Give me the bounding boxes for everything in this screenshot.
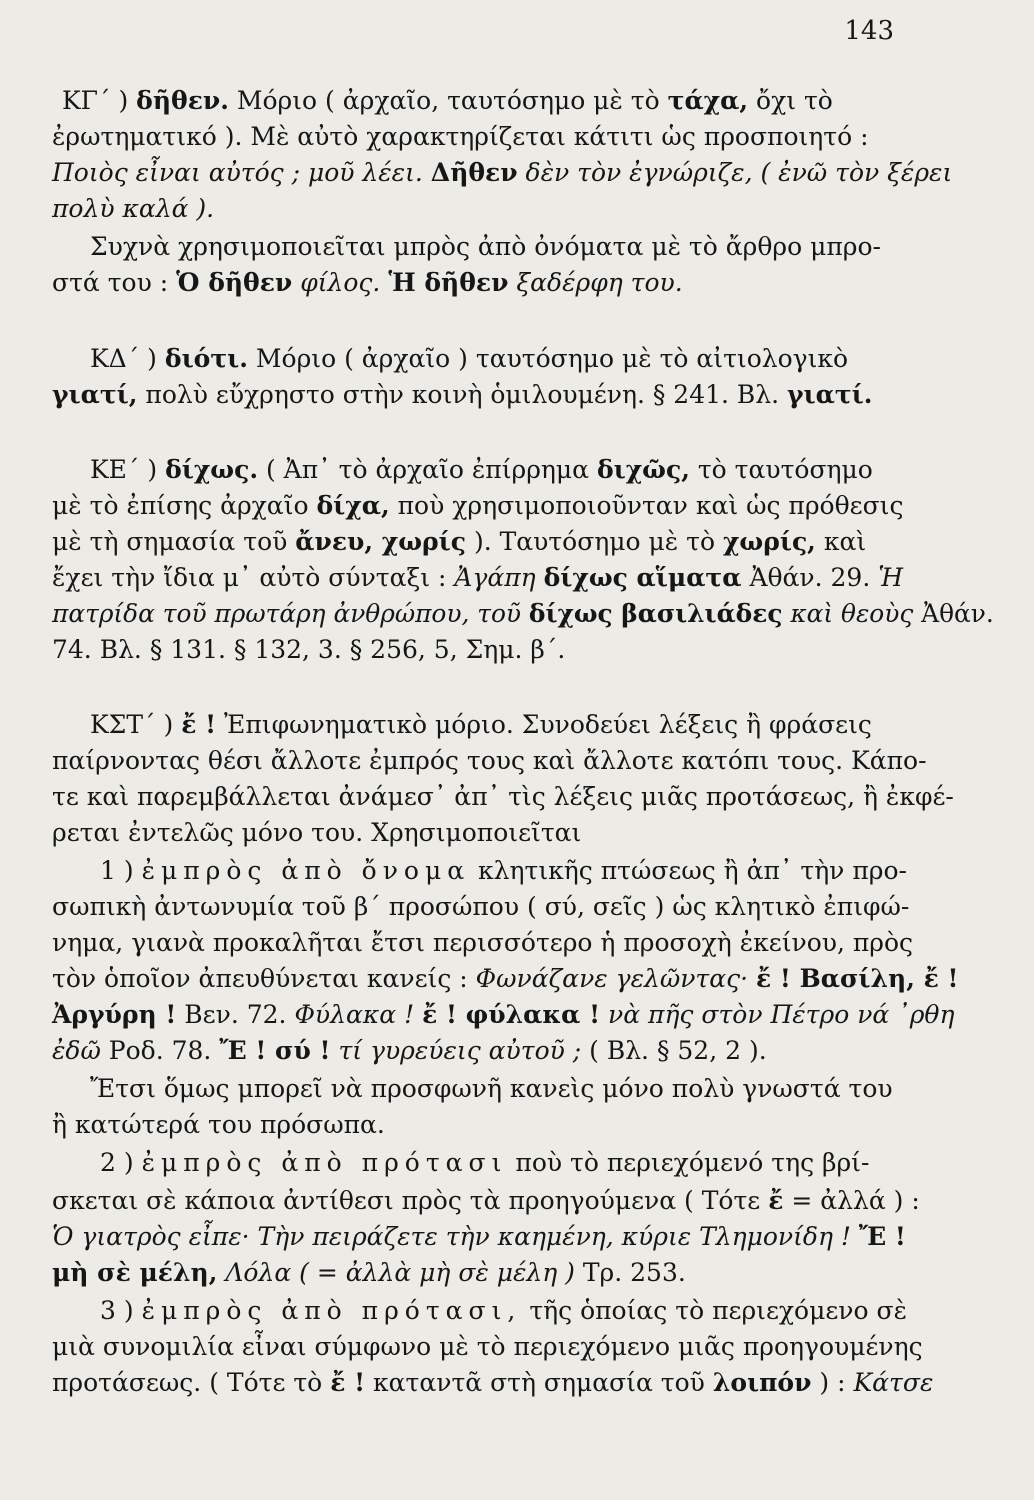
bold-term: λοιπόν (712, 1368, 812, 1397)
bold-term: ἔ (768, 1186, 784, 1215)
text-line (90, 344, 952, 374)
text-run: Μόριο ( ἀρχαῖο ) ταυτόσημο μὲ τὸ αἰτιολογικὸ (247, 344, 849, 373)
text-run: 74. Βλ. § 131. § 132, 3. § 256, 5, Σημ. β΄. (52, 635, 566, 664)
text-run: ἐμπρὸς ἀπὸ ὄνομα (141, 856, 471, 885)
text-run: ΚΕ΄ ) (90, 455, 166, 484)
bold-term: διχῶς, (596, 455, 690, 484)
italic-example: φίλος. (292, 268, 389, 297)
italic-example: νὰ πῆς στὸν Πέτρο νά ᾽ρθη (600, 1000, 955, 1029)
text-run: ). Ταυτόσημο μὲ τὸ (466, 527, 723, 556)
text-run: 1 ) (100, 856, 142, 885)
text-line (52, 563, 914, 593)
text-run: τὸ ταυτόσημο (689, 455, 873, 484)
text-line (90, 1074, 952, 1104)
text-run: καταντᾶ στὴ σημασία τοῦ (365, 1368, 713, 1397)
bold-term: ἔ ! (181, 710, 217, 739)
bold-term: Δῆθεν (430, 158, 518, 187)
text-line (52, 635, 914, 665)
bold-term: δῆθεν. (136, 86, 229, 115)
text-run: προτάσεως. ( Τότε τὸ (52, 1368, 331, 1397)
text-line (52, 964, 959, 994)
text-run: Βεν. 72. (176, 1000, 295, 1029)
text-line (52, 158, 953, 188)
text-run: ἐμπρὸς ἀπὸ πρότασι (141, 1148, 508, 1177)
text-run: μὲ τὸ ἐπίσης ἀρχαῖο (52, 491, 317, 520)
text-run: νημα, γιανὰ προκαλῆται ἔτσι περισσότερο ἡ προσοχὴ ἐκείνου, πρὸς (52, 928, 914, 957)
bold-term: γιατί. (787, 380, 873, 409)
italic-example: Φωνάζανε γελῶντας· (475, 964, 757, 993)
text-line (52, 380, 914, 410)
text-line (100, 856, 962, 886)
italic-example: ξαδέρφη του. (508, 268, 683, 297)
text-line (62, 86, 924, 116)
text-run: ποὺ χρησιμοποιοῦνταν καὶ ὡς πρόθεσις (389, 491, 904, 520)
text-line (52, 1368, 934, 1398)
text-run: Ἔτσι ὅμως μπορεῖ νὰ προσφωνῆ κανεὶς μόνο πολὺ γνωστά του (90, 1074, 893, 1103)
bold-term: χωρίς, (722, 527, 816, 556)
text-line (52, 746, 927, 776)
text-line (52, 1186, 920, 1216)
text-line (52, 194, 914, 224)
text-run: Ροδ. 78. (100, 1036, 220, 1065)
text-run: κλητικῆς πτώσεως ἢ ἀπ᾽ τὴν προ- (470, 856, 907, 885)
text-run: πολὺ εὔχρηστο στὴν κοινὴ ὁμιλουμένη. § 241. Βλ. (137, 380, 788, 409)
text-run: μὲ τὴ σημασία τοῦ (52, 527, 296, 556)
text-line (100, 1148, 962, 1178)
italic-example: Ὁ γιατρὸς εἶπε· Τὴν πειράζετε τὴν καημένη, κύριε Τλημονίδη ! (52, 1222, 859, 1251)
bold-term: ἔ ! φύλακα ! (422, 1000, 601, 1029)
text-line (52, 928, 914, 958)
bold-term: Ἔ ! σύ ! (219, 1036, 331, 1065)
bold-term: ἔ ! (330, 1368, 366, 1397)
bold-term: Ἀργύρη ! (52, 1000, 177, 1029)
page-number: 143 (844, 16, 894, 46)
text-run: ἔχει τὴν ἴδια μ᾽ αὐτὸ σύνταξι : (52, 563, 455, 592)
text-run: ( Ἀπ᾽ τὸ ἀρχαῖο ἐπίρρημα (258, 455, 597, 484)
text-run: ( Βλ. § 52, 2 ). (581, 1036, 767, 1065)
text-line (52, 1110, 914, 1140)
text-run: τε καὶ παρεμβάλλεται ἀνάμεσ᾽ ἀπ᾽ τὶς λέξεις μιᾶς προτάσεως, ἢ ἐκφέ- (52, 782, 954, 811)
bold-term: δίχως βασιλιάδες (528, 599, 783, 628)
bold-term: Ἔ ! (858, 1222, 906, 1251)
text-run: ἢ κατώτερά του πρόσωπα. (52, 1110, 385, 1139)
bold-term: ἔ ! Βασίλη, ἔ ! (756, 964, 959, 993)
text-run: στά του : (52, 268, 177, 297)
text-run: Συχνὰ χρησιμοποιεῖται μπρὸς ἀπὸ ὀνόματα μὲ τὸ ἄρθρο μπρο- (90, 232, 881, 261)
text-run: = ἀλλά ) : (783, 1186, 920, 1215)
italic-example: καὶ θεοὺς (782, 599, 914, 628)
bold-term: δίχως. (165, 455, 259, 484)
text-run: τῆς ὁποίας τὸ περιεχόμενο σὲ (521, 1296, 907, 1325)
text-run: μιὰ συνομιλία εἶναι σύμφωνο μὲ τὸ περιεχόμενο μιᾶς προηγουμένης (52, 1332, 923, 1361)
text-run: σωπικὴ ἀντωνυμία τοῦ β΄ προσώπου ( σύ, σεῖς ) ὡς κλητικὸ ἐπιφώ- (52, 892, 910, 921)
italic-example: Ἀγάπη (454, 563, 544, 592)
text-line (52, 782, 954, 812)
text-run: παίρνοντας θέσι ἄλλοτε ἐμπρός τους καὶ ἄλλοτε κατόπι τους. Κάπο- (52, 746, 927, 775)
text-run: 2 ) (100, 1148, 142, 1177)
text-run: ΚΣΤ΄ ) (90, 710, 182, 739)
bold-term: δίχως αἵματα (543, 563, 742, 592)
bold-term: ἄνευ, χωρίς (295, 527, 466, 556)
text-line (52, 892, 914, 922)
italic-example: πολὺ καλά ). (52, 194, 215, 223)
text-line (100, 1296, 962, 1326)
text-run: Ἀθάν. 29. (741, 563, 879, 592)
text-run: ρεται ἐντελῶς μόνο του. Χρησιμοποιεῖται (52, 818, 582, 847)
bold-term: διότι. (164, 344, 248, 373)
text-run: ὄχι τὸ (748, 86, 833, 115)
bold-term: Ὁ δῆθεν (176, 268, 293, 297)
italic-example: τί γυρεύεις αὐτοῦ ; (330, 1036, 582, 1065)
text-line (52, 1332, 923, 1362)
text-line (52, 1258, 914, 1288)
bold-term: γιατί, (52, 380, 138, 409)
text-run: Τρ. 253. (574, 1258, 686, 1287)
italic-example: δὲν τὸν ἐγνώριζε, ( ἐνῶ τὸν ξέρει (517, 158, 953, 187)
text-line (52, 122, 914, 152)
text-run: 3 ) (100, 1296, 142, 1325)
italic-example: Κάτσε (853, 1368, 934, 1397)
text-line (52, 491, 914, 521)
italic-example: Ἡ (878, 563, 904, 592)
text-run: ΚΔ΄ ) (90, 344, 165, 373)
text-run: Μόριο ( ἀρχαῖο, ταυτόσημο μὲ τὸ (228, 86, 668, 115)
text-run: ἐρωτηματικό ). Μὲ αὐτὸ χαρακτηρίζεται κάτιτι ὡς προσποιητό : (52, 122, 869, 151)
text-run: Ἀθάν. (913, 599, 994, 628)
text-line (52, 1222, 914, 1252)
text-run: τὸν ὁποῖον ἀπευθύνεται κανείς : (52, 964, 476, 993)
text-line (90, 455, 952, 485)
text-run: ΚΓ΄ ) (62, 86, 137, 115)
italic-example: Φύλακα ! (294, 1000, 423, 1029)
text-run: ) : (811, 1368, 854, 1397)
text-line (52, 527, 914, 557)
italic-example: ἐδῶ (52, 1036, 101, 1065)
italic-example: Λόλα ( = ἀλλὰ μὴ σὲ μέλη ) (217, 1258, 575, 1287)
bold-term: τάχα, (667, 86, 749, 115)
text-run: ἐμπρὸς ἀπὸ πρότασι, (141, 1296, 522, 1325)
text-run: ποὺ τὸ περιεχόμενό της βρί- (507, 1148, 870, 1177)
text-line (52, 1036, 914, 1066)
bold-term: Ἡ δῆθεν (388, 268, 509, 297)
text-line (52, 599, 994, 629)
bold-term: μὴ σὲ μέλη, (52, 1258, 218, 1287)
text-line (52, 818, 914, 848)
text-run: καὶ (815, 527, 867, 556)
text-line (52, 1000, 955, 1030)
italic-example: Ποιὸς εἶναι αὐτός ; μοῦ λέει. (52, 158, 431, 187)
text-run: σκεται σὲ κάποια ἀντίθεσι πρὸς τὰ προηγούμενα ( Τότε (52, 1186, 769, 1215)
italic-example: πατρίδα τοῦ πρωτάρη ἀνθρώπου, τοῦ (52, 599, 529, 628)
text-line (90, 710, 952, 740)
bold-term: δίχα, (316, 491, 390, 520)
text-line (90, 232, 952, 262)
text-line (52, 268, 914, 298)
text-run: Ἐπιφωνηματικὸ μόριο. Συνοδεύει λέξεις ἢ φράσεις (216, 710, 872, 739)
